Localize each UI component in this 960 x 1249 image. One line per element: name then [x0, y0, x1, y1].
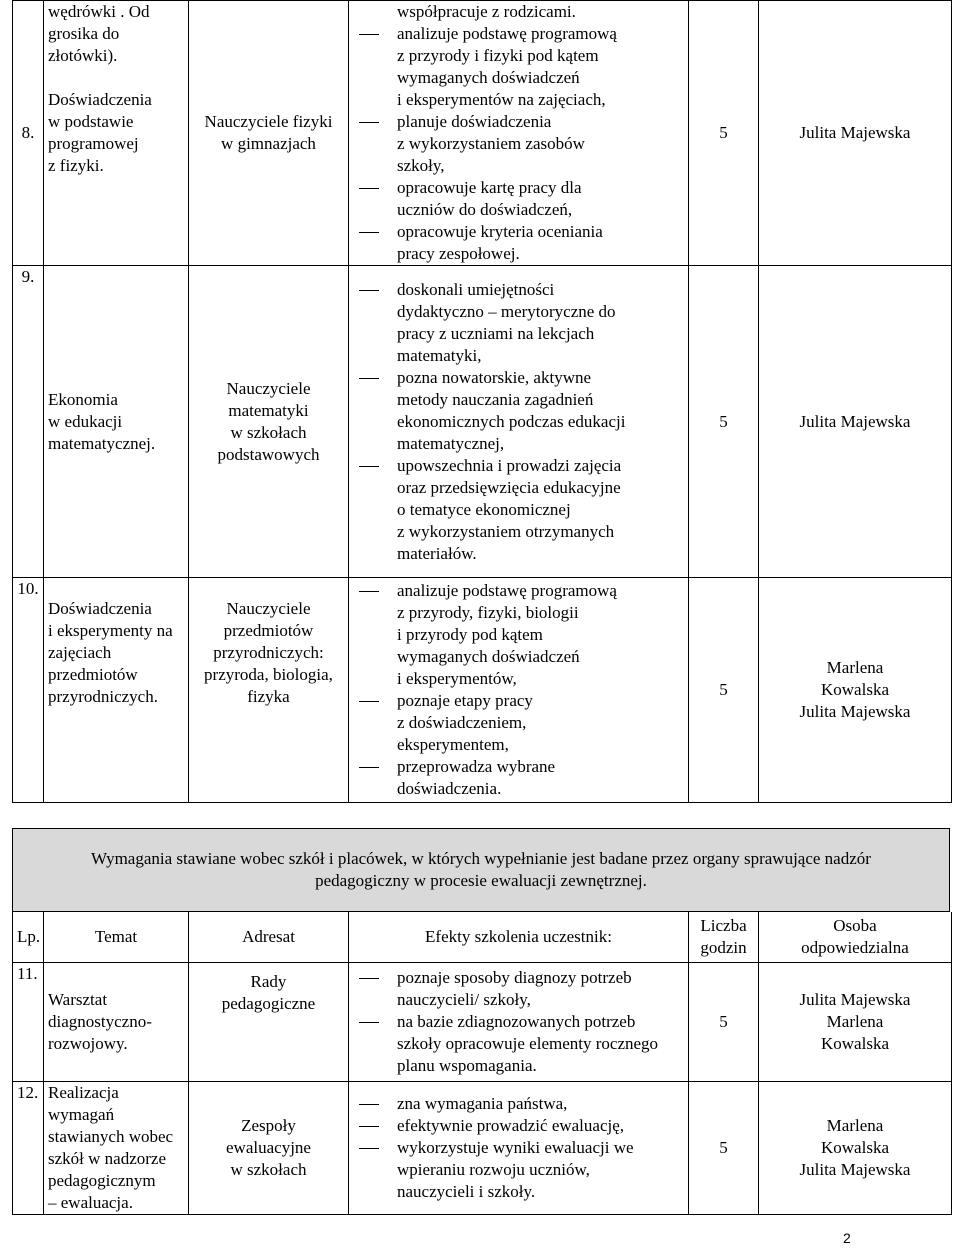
row-hours: 5 [689, 266, 759, 578]
list-item-line: analizuje podstawę programową [397, 581, 617, 600]
text-line: przyrodniczych: [213, 643, 324, 662]
text-line: przedmiotów [223, 621, 314, 640]
text-line: godzin [700, 938, 747, 957]
list-item-line: oraz przedsięwzięcia edukacyjne [397, 477, 621, 497]
list-item-line: nauczycieli/ szkoły, [397, 990, 531, 1009]
list-item-line: nauczycieli i szkoły. [397, 1182, 536, 1201]
row-hours: 5 [689, 963, 759, 1082]
training-table-body [13, 1, 952, 803]
row-responsible [759, 1082, 952, 1215]
row-number: 11. [13, 963, 44, 1082]
list-item-line: metody nauczania zagadnień [397, 389, 594, 409]
list-item-line: na bazie zdiagnozowanych potrzeb [397, 1012, 636, 1031]
header-responsible [759, 912, 952, 963]
row-topic [44, 1, 189, 266]
list-item-line: doświadczenia. [397, 779, 502, 798]
banner-text [91, 848, 871, 892]
list-item-line: szkoły, [397, 156, 445, 175]
text-line: pedagogiczny w procesie ewaluacji zewnętrznej. [315, 871, 647, 890]
header-addressee: Adresat [189, 912, 349, 963]
list-item-line: materiałów. [397, 543, 477, 563]
row-responsible [759, 1, 952, 266]
row-hours: 5 [689, 1, 759, 266]
row-effects [349, 1, 689, 266]
text-line: przyrodniczych. [48, 687, 158, 706]
list-item-line: zna wymagania państwa, [397, 1094, 568, 1113]
list-item-line: planu wspomagania. [397, 1056, 537, 1075]
list-item-line: z doświadczeniem, [397, 713, 527, 732]
text-line: matematycznej. [48, 433, 156, 453]
text-line: Marlena [826, 1012, 884, 1031]
list-item-line: pozna nowatorskie, aktywne [397, 367, 592, 387]
text-line: w gimnazjach [221, 134, 316, 153]
row-addressee [189, 266, 349, 578]
list-item-line: wykorzystuje wyniki ewaluacji we [397, 1138, 634, 1157]
evaluation-table-body [13, 963, 952, 1215]
row-responsible [759, 963, 952, 1082]
text-line: w szkołach [230, 422, 307, 442]
list-item [353, 23, 684, 111]
list-item-line: ekonomicznych podczas edukacji [397, 411, 626, 431]
list-item-line: opracowuje kartę pracy dla [397, 178, 582, 197]
list-item-line: współpracuje z rodzicami. [397, 2, 576, 21]
text-line: wędrówki . Od [48, 2, 150, 21]
text-line: Doświadczenia [48, 599, 152, 618]
row-number: 9. [13, 266, 44, 578]
list-item [353, 967, 684, 1011]
row-addressee [189, 963, 349, 1082]
list-item-line: upowszechnia i prowadzi zajęcia [397, 455, 622, 475]
list-item [353, 111, 684, 177]
row-number: 10. [13, 578, 44, 803]
text-line: fizyka [247, 687, 290, 706]
text-line: Kowalska [821, 1034, 889, 1053]
list-item [353, 580, 684, 690]
text-line [48, 67, 184, 89]
list-item [353, 1011, 684, 1077]
row-addressee [189, 1082, 349, 1215]
text-line: Nauczyciele [226, 378, 311, 398]
list-item-line: analizuje podstawę programową [397, 24, 617, 43]
row-topic [44, 1082, 189, 1215]
list-item-line: efektywnie prowadzić ewaluację, [397, 1116, 625, 1135]
row-addressee [189, 1, 349, 266]
list-item-line: doskonali umiejętności [397, 279, 555, 299]
text-line: przedmiotów [48, 665, 138, 684]
text-line: Liczba [700, 916, 747, 935]
text-line: Julita Majewska [799, 1160, 911, 1179]
text-line: z fizyki. [48, 156, 104, 175]
list-item-line: wpieraniu rozwoju uczniów, [397, 1160, 590, 1179]
list-item-line: poznaje sposoby diagnozy potrzeb [397, 968, 632, 987]
list-item-line: i przyrody pod kątem [397, 625, 543, 644]
text-line: Julita Majewska [799, 123, 911, 142]
row-topic [44, 578, 189, 803]
text-line: w edukacji [48, 411, 123, 431]
header-topic: Temat [44, 912, 189, 963]
list-item-line: z wykorzystaniem zasobów [397, 134, 585, 153]
row-hours: 5 [689, 578, 759, 803]
list-item [353, 1093, 684, 1115]
row-addressee [189, 578, 349, 803]
list-item [353, 177, 684, 221]
text-line: Nauczyciele fizyki [204, 112, 333, 131]
list-item-line: i eksperymentów, [397, 669, 517, 688]
text-line: w podstawie [48, 112, 134, 131]
list-item-line: opracowuje kryteria oceniania [397, 222, 603, 241]
row-responsible [759, 266, 952, 578]
row-hours: 5 [689, 1082, 759, 1215]
row-number: 12. [13, 1082, 44, 1215]
list-item-line: planuje doświadczenia [397, 112, 552, 131]
list-item-line: poznaje etapy pracy [397, 691, 533, 710]
text-line: Julita Majewska [799, 990, 911, 1009]
list-item [353, 221, 684, 265]
text-line: Wymagania stawiane wobec szkół i placówek, w których wypełnianie jest badane przez organy sprawujące nadzór [91, 849, 871, 868]
text-line: odpowiedzialna [801, 938, 909, 957]
text-line: Marlena [826, 1116, 884, 1135]
list-item [353, 1137, 684, 1203]
text-line: pedagogicznym [48, 1171, 156, 1190]
table-row [13, 578, 952, 803]
table-header [13, 912, 952, 963]
text-line: Ekonomia [48, 389, 118, 409]
evaluation-training-table [12, 912, 952, 1215]
text-line: ewaluacyjne [226, 1138, 311, 1157]
list-item-line: z wykorzystaniem otrzymanych [397, 521, 615, 541]
list-item-line: pracy z uczniami na lekcjach [397, 323, 595, 343]
row-topic [44, 266, 189, 578]
text-line: matematyki [228, 400, 309, 420]
page-number: 2 [843, 1230, 851, 1246]
table-row [13, 1082, 952, 1215]
list-item-line: przeprowadza wybrane [397, 757, 556, 776]
text-line: Kowalska [821, 1138, 889, 1157]
list-item-line: matematyki, [397, 345, 482, 365]
list-item [353, 455, 684, 565]
list-item [353, 756, 684, 800]
text-line: szkół w nadzorze [48, 1149, 167, 1168]
list-item-line: o tematyce ekonomicznej [397, 499, 571, 519]
text-line: Zespoły [241, 1116, 296, 1135]
row-effects [349, 266, 689, 578]
list-item-line: z przyrody, fizyki, biologii [397, 603, 579, 622]
effects-list [353, 1093, 684, 1203]
effects-list [353, 967, 684, 1077]
text-line: Julita Majewska [799, 702, 911, 721]
section-banner [12, 828, 950, 912]
text-line: wymagań [48, 1105, 115, 1124]
list-item [353, 367, 684, 455]
list-item-line: wymaganych doświadczeń [397, 647, 580, 666]
list-item-line: wymaganych doświadczeń [397, 68, 580, 87]
row-topic [44, 963, 189, 1082]
list-item-line: matematycznej, [397, 433, 505, 453]
table-row [13, 1, 952, 266]
effects-list [353, 580, 684, 800]
text-line: Nauczyciele [226, 599, 311, 618]
row-number: 8. [13, 1, 44, 266]
text-line: Osoba [833, 916, 877, 935]
text-line: i eksperymenty na [48, 621, 173, 640]
training-table-continued [12, 0, 952, 803]
text-line: pedagogiczne [221, 994, 316, 1013]
row-effects [349, 578, 689, 803]
text-line: złotówki). [48, 46, 118, 65]
text-line: Realizacja [48, 1083, 119, 1102]
list-item-line: uczniów do doświadczeń, [397, 200, 573, 219]
list-item [353, 279, 684, 367]
header-hours [689, 912, 759, 963]
text-line: zajęciach [48, 643, 112, 662]
text-line: stawianych wobec [48, 1127, 174, 1146]
row-responsible [759, 578, 952, 803]
table-row [13, 963, 952, 1082]
list-item [353, 690, 684, 756]
effects-list [353, 279, 684, 565]
text-line: w szkołach [230, 1160, 307, 1179]
text-line: Marlena [826, 658, 884, 677]
list-item-line: szkoły opracowuje elementy rocznego [397, 1034, 659, 1053]
row-effects [349, 963, 689, 1082]
text-line: podstawowych [217, 444, 320, 464]
text-line: – ewaluacja. [48, 1193, 133, 1212]
text-line: Doświadczenia [48, 90, 152, 109]
text-line: diagnostyczno- [48, 1012, 152, 1031]
text-line: rozwojowy. [48, 1034, 128, 1053]
list-item [353, 1115, 684, 1137]
text-line: programowej [48, 134, 139, 153]
row-effects [349, 1082, 689, 1215]
text-line: Rady [250, 972, 287, 991]
header-effects: Efekty szkolenia uczestnik: [349, 912, 689, 963]
list-item [353, 0, 684, 23]
text-line: Warsztat [48, 990, 108, 1009]
text-line: Julita Majewska [799, 411, 911, 431]
header-row [13, 912, 952, 963]
list-item-line: eksperymentem, [397, 735, 509, 754]
list-item-line: dydaktyczno – merytoryczne do [397, 301, 616, 321]
list-item-line: z przyrody i fizyki pod kątem [397, 46, 599, 65]
list-item-line: i eksperymentów na zajęciach, [397, 90, 606, 109]
text-line: Kowalska [821, 680, 889, 699]
header-number: Lp. [13, 912, 44, 963]
effects-list [353, 0, 684, 265]
list-item-line: pracy zespołowej. [397, 244, 520, 263]
text-line: przyroda, biologia, [204, 665, 333, 684]
text-line: grosika do [48, 24, 120, 43]
table-row [13, 266, 952, 578]
